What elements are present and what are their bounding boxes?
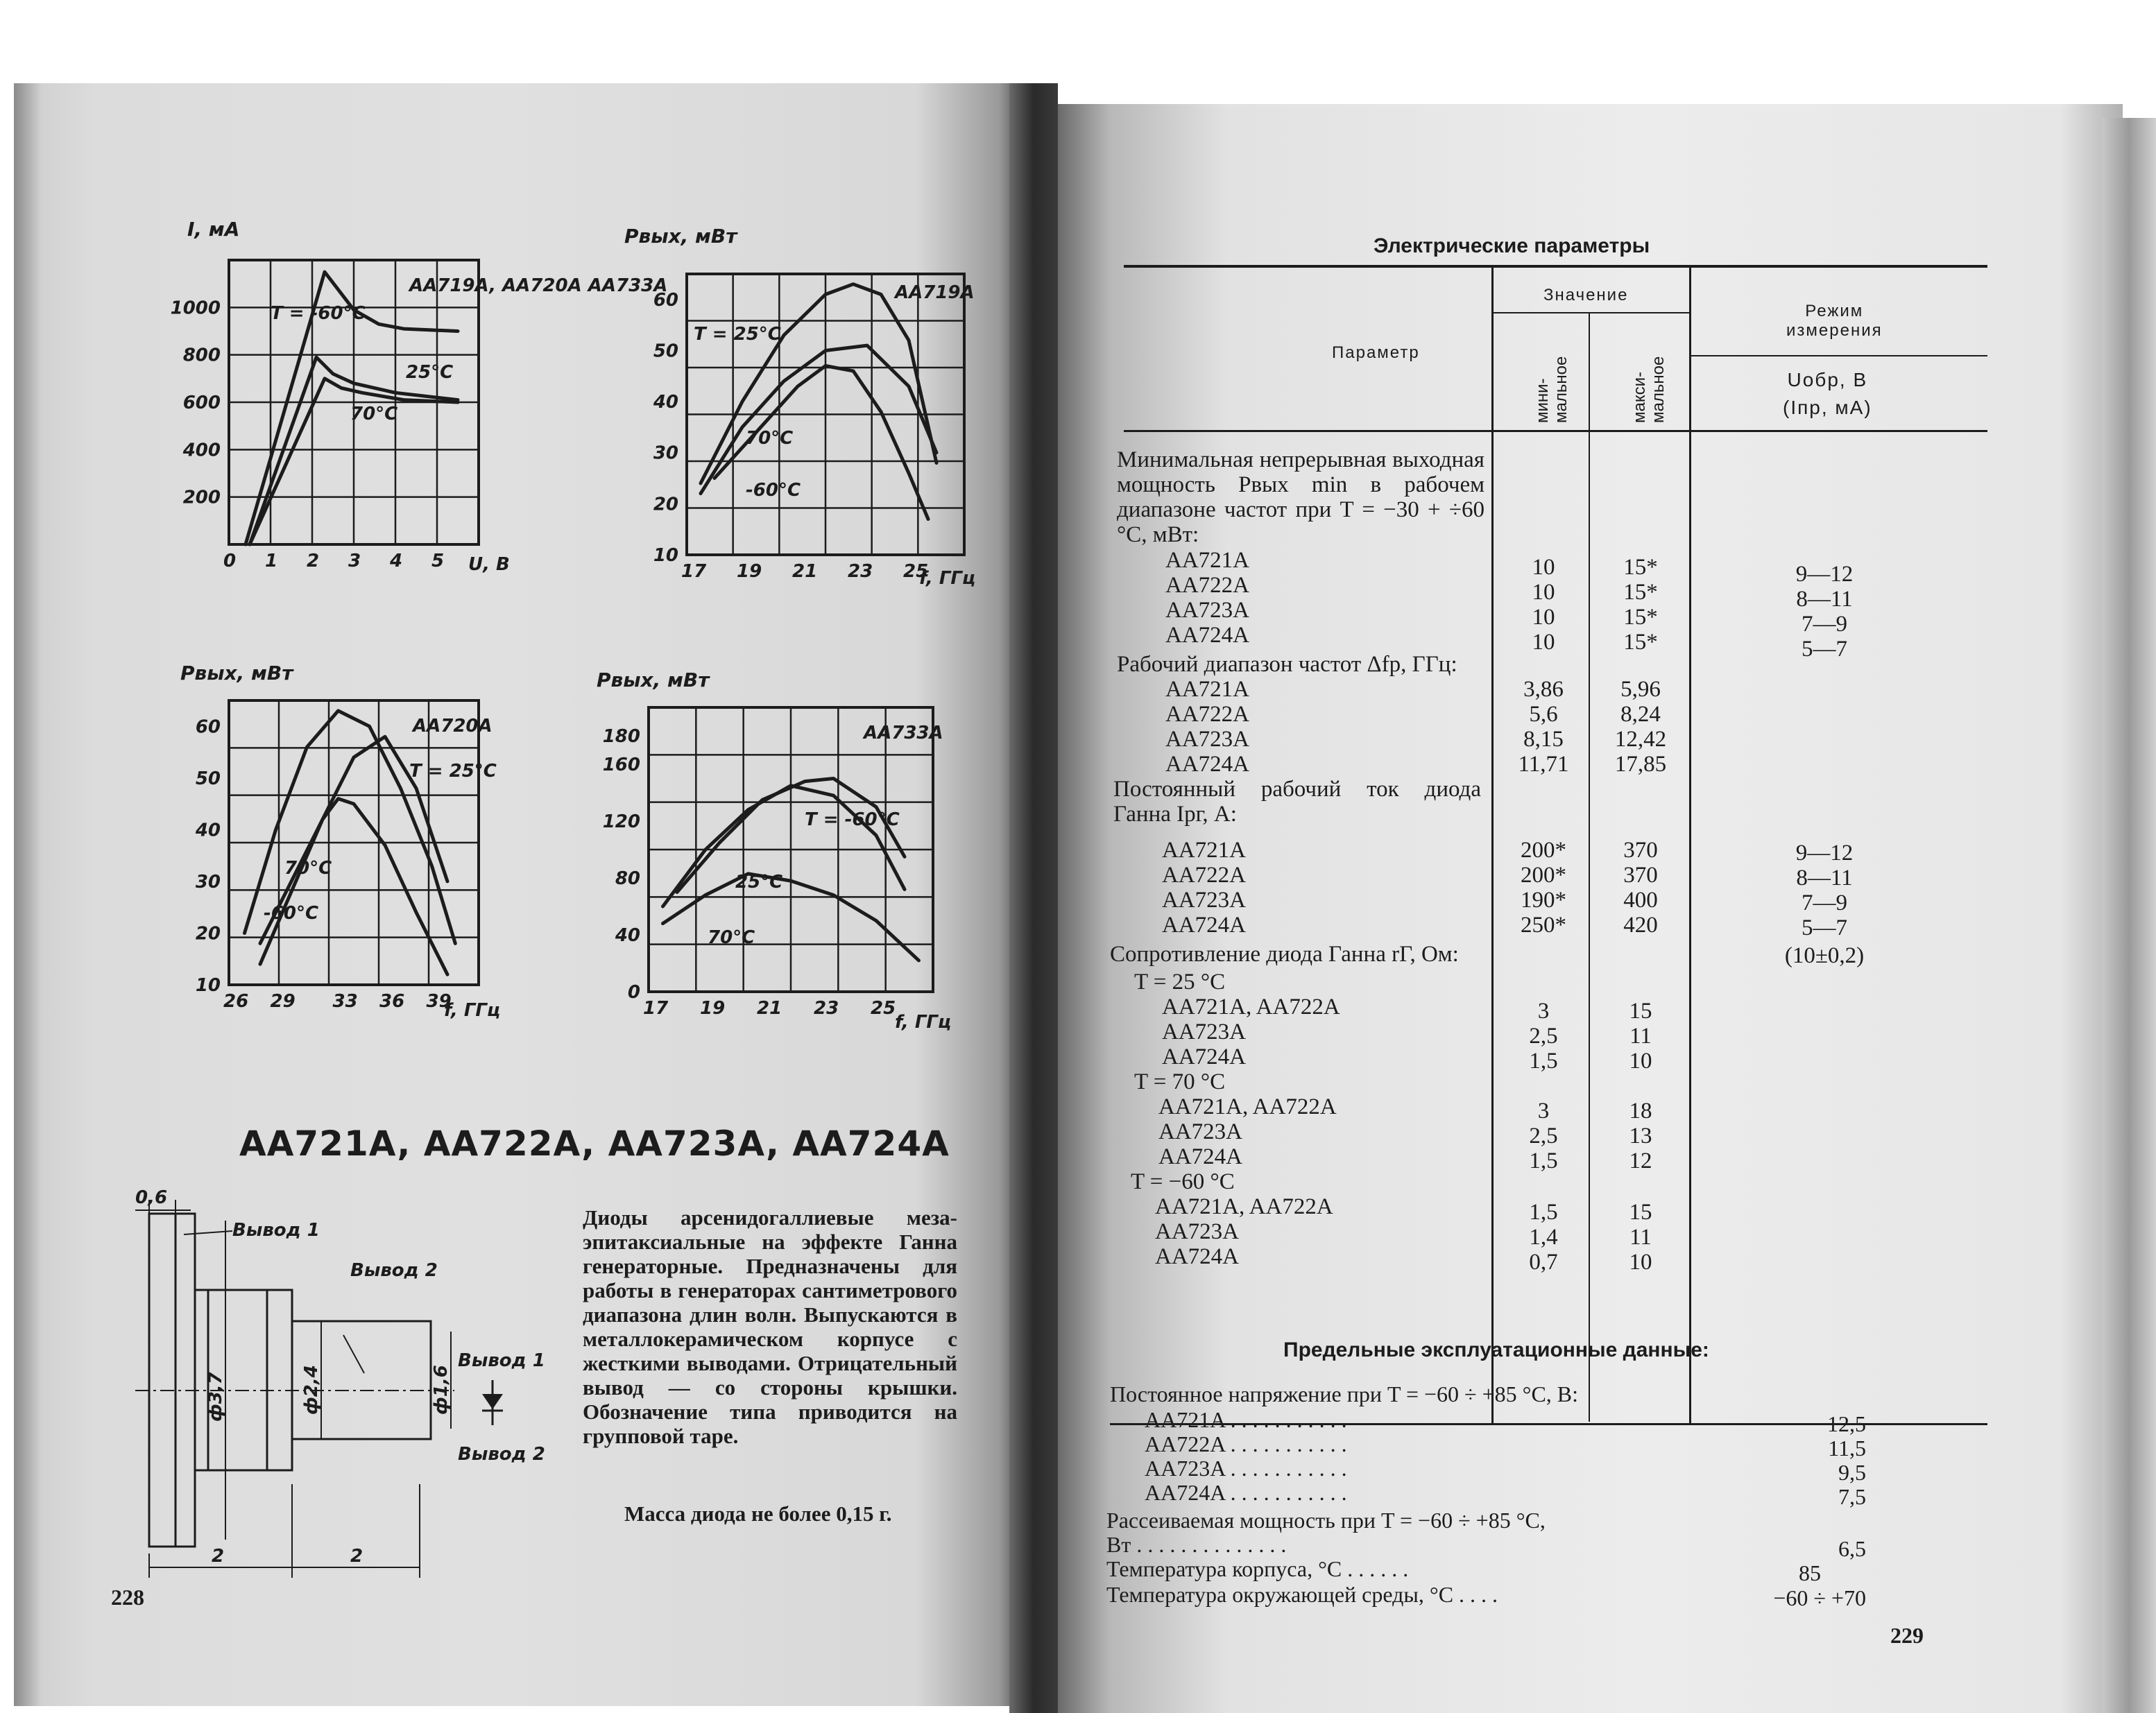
row-min: 250* — [1521, 913, 1566, 938]
row-mode: 8—11 — [1796, 866, 1853, 890]
y-tick-label: 180 — [602, 726, 640, 747]
x-axis-label: f, ГГц — [444, 1000, 501, 1021]
y-tick-label: 30 — [195, 871, 221, 893]
row-mode: 7—9 — [1802, 612, 1847, 637]
x-tick-label: 33 — [332, 991, 358, 1012]
series-title: AA721A, AA722A, AA723A, AA724A — [239, 1124, 950, 1164]
row-name: AA723A — [1165, 598, 1249, 623]
y-tick-label: 40 — [653, 392, 678, 413]
y-tick-label: 60 — [653, 289, 678, 311]
curve-annotation: T = -60°C — [805, 809, 900, 830]
row-max: 420 — [1623, 913, 1658, 938]
row-max: 400 — [1623, 888, 1658, 913]
row-min: 1,5 — [1529, 1049, 1558, 1074]
row-name: AA721A, AA722A — [1162, 995, 1340, 1019]
row-mode: 5—7 — [1802, 915, 1847, 940]
y-tick-label: 30 — [653, 442, 678, 464]
row-max: 8,24 — [1620, 702, 1661, 727]
x-axis-label: f, ГГц — [919, 568, 976, 589]
curve-annotation: T = 25°C — [694, 324, 781, 345]
limit-label: Температура корпуса, °C . . . . . . — [1106, 1556, 1409, 1581]
flange-inner — [176, 1214, 195, 1547]
x-tick-label: 23 — [848, 561, 873, 582]
limit-label: Температура окружающей среды, °C . . . . — [1106, 1582, 1498, 1607]
y-tick-label: 50 — [653, 341, 678, 362]
chart-title: AA719A — [895, 282, 975, 303]
limit-label: AA723A . . . . . . . . . . . — [1145, 1456, 1347, 1481]
row-min: 10 — [1532, 580, 1555, 605]
y-tick-label: 40 — [615, 925, 640, 946]
curve-annotation: 70°C — [708, 927, 755, 948]
header-min: мини- мальное — [1533, 356, 1571, 423]
header-mode-sub: Uобр, В (Iпр, мА) — [1783, 369, 1872, 418]
x-tick-label: 25 — [903, 561, 929, 582]
curve-annotation: 25°C — [735, 872, 783, 893]
header-mode: Режим измерения — [1786, 302, 1883, 340]
curve-annotation: T = 25°C — [409, 761, 497, 782]
dim-length-2: 2 — [350, 1546, 363, 1567]
x-tick-label: 25 — [871, 998, 896, 1019]
row-name: AA724A — [1165, 752, 1249, 777]
row-name: AA722A — [1165, 573, 1249, 598]
params-title: Электрические параметры — [1374, 234, 1650, 257]
limit-label: AA724A . . . . . . . . . . . — [1145, 1480, 1347, 1505]
x-tick-label: 2 — [307, 551, 320, 571]
curve-annotation: T = -60°C — [271, 303, 366, 324]
mass-text: Масса диода не более 0,15 г. — [624, 1501, 892, 1526]
condition-label: T = −60 °C — [1131, 1169, 1235, 1194]
y-tick-label: 20 — [653, 494, 678, 515]
row-mode: 9—12 — [1795, 562, 1854, 587]
flange-outline — [149, 1214, 176, 1547]
row-mode: (10±0,2) — [1784, 943, 1865, 968]
description-text: Диоды арсенидогаллиевые меза-эпитаксиальные на эффекте Ганна генераторные. Предназначены для работы в генераторах сантиметрового диапазона длин волн. Выпускаются в металлокерамическом корпусе с жесткими выводами. Отрицательный вывод — со стороны крышки. Обозначение типа приводится на групповой таре. — [583, 1205, 957, 1448]
symbol-lead-2-label: Вывод 2 — [458, 1444, 545, 1465]
row-name: AA722A — [1165, 702, 1249, 727]
x-tick-label: 5 — [431, 551, 445, 571]
row-max: 12 — [1629, 1148, 1652, 1173]
row-min: 5,6 — [1529, 702, 1558, 727]
row-max: 15 — [1629, 999, 1652, 1024]
row-mode: 8—11 — [1796, 587, 1853, 612]
y-tick-label: 1000 — [170, 298, 221, 319]
limit-label: Постоянное напряжение при T = −60 ÷ +85 °C, В: — [1110, 1381, 1579, 1406]
y-axis-label: Pвых, мВт — [597, 669, 710, 691]
lead-2-label: Вывод 2 — [350, 1260, 438, 1281]
row-min: 200* — [1521, 863, 1566, 888]
row-min: 2,5 — [1529, 1024, 1558, 1049]
row-name: AA724A — [1165, 623, 1249, 648]
curve-annotation: 70°C — [350, 404, 398, 424]
row-min: 2,5 — [1529, 1124, 1558, 1148]
row-max: 11 — [1629, 1024, 1652, 1049]
y-tick-label: 60 — [195, 716, 221, 738]
curve-annotation: 25°C — [406, 362, 454, 383]
x-tick-label: 1 — [265, 551, 278, 571]
chart-aa733a — [597, 666, 971, 1040]
limit-label: AA722A . . . . . . . . . . . — [1145, 1431, 1347, 1456]
y-tick-label: 200 — [182, 487, 221, 508]
limit-value: 85 — [1799, 1560, 1821, 1585]
row-mode: 9—12 — [1795, 841, 1854, 866]
y-tick-label: 400 — [182, 440, 221, 461]
dim-length-1: 2 — [212, 1546, 225, 1567]
x-tick-label: 21 — [792, 561, 818, 582]
x-tick-label: 29 — [270, 991, 296, 1012]
y-tick-label: 50 — [195, 768, 221, 789]
row-max: 15* — [1623, 605, 1658, 630]
row-min: 3,86 — [1523, 677, 1564, 702]
row-name: AA721A — [1162, 838, 1246, 863]
row-name: AA723A — [1162, 888, 1246, 913]
limit-label: Вт . . . . . . . . . . . . . . — [1106, 1532, 1287, 1557]
row-min: 0,7 — [1529, 1250, 1558, 1275]
y-tick-label: 20 — [195, 923, 221, 945]
section-title-resistance: Сопротивление диода Ганна rГ, Ом: — [1110, 942, 1459, 967]
y-tick-label: 0 — [627, 982, 640, 1003]
section-title-power: Минимальная непрерывная выходная мощность Pвых min в рабочем диапазоне частот при T = −30 + ÷60 °C, мВт: — [1117, 447, 1485, 547]
header-value: Значение — [1543, 286, 1629, 304]
chart-aa719a — [624, 222, 992, 596]
row-name: AA724A — [1155, 1244, 1239, 1269]
lead-1-label: Вывод 1 — [232, 1220, 320, 1241]
limit-value: 6,5 — [1838, 1536, 1866, 1561]
row-min: 10 — [1532, 605, 1555, 630]
y-tick-label: 80 — [615, 868, 640, 889]
section-title-freq: Рабочий диапазон частот Δfр, ГГц: — [1117, 652, 1457, 677]
dim-flange-thickness: 0,6 — [135, 1187, 168, 1208]
chart-aa720a — [173, 659, 534, 1033]
row-min: 8,15 — [1523, 727, 1564, 752]
plot-grid — [687, 274, 964, 555]
row-max: 370 — [1623, 863, 1658, 888]
row-max: 370 — [1623, 838, 1658, 863]
condition-label: T = 70 °C — [1134, 1069, 1226, 1094]
limit-value: 7,5 — [1838, 1484, 1866, 1509]
row-name: AA721A — [1165, 548, 1249, 573]
x-tick-label: 19 — [700, 998, 726, 1019]
chart-title: AA719A, AA720A AA733A — [409, 275, 668, 296]
curve-annotation: 70°C — [746, 428, 794, 449]
row-min: 1,5 — [1529, 1200, 1558, 1225]
x-tick-label: 4 — [390, 551, 403, 571]
limit-label: AA721A . . . . . . . . . . . — [1145, 1407, 1347, 1432]
curve-annotation: 70°C — [284, 858, 332, 879]
x-tick-label: 17 — [643, 998, 669, 1019]
row-max: 11 — [1629, 1225, 1652, 1250]
limit-value: 9,5 — [1838, 1460, 1866, 1485]
row-name: AA723A — [1165, 727, 1249, 752]
row-max: 10 — [1629, 1250, 1652, 1275]
row-name: AA724A — [1158, 1144, 1242, 1169]
plot-grid — [649, 707, 933, 992]
y-tick-label: 10 — [653, 545, 678, 566]
limits-title: Предельные эксплуатационные данные: — [1283, 1338, 1709, 1361]
row-min: 1,5 — [1529, 1148, 1558, 1173]
y-tick-label: 600 — [182, 393, 221, 413]
y-tick-label: 120 — [602, 811, 640, 832]
row-mode: 5—7 — [1802, 637, 1847, 662]
condition-label: T = 25 °C — [1134, 970, 1226, 995]
x-axis-label: f, ГГц — [895, 1012, 952, 1033]
right-page-content — [1020, 104, 2123, 1713]
row-name: AA721A, AA722A — [1155, 1194, 1333, 1219]
row-min: 190* — [1521, 888, 1566, 913]
plot-grid — [229, 700, 479, 985]
row-name: AA724A — [1162, 913, 1246, 938]
package-drawing — [135, 1187, 565, 1581]
limit-value: 11,5 — [1828, 1436, 1866, 1461]
dim-dia-3-7: ф3,7 — [205, 1372, 226, 1422]
y-tick-label: 40 — [195, 820, 221, 841]
row-name: AA721A, AA722A — [1158, 1094, 1337, 1119]
row-name: AA723A — [1155, 1219, 1239, 1244]
x-tick-label: 17 — [681, 561, 707, 582]
y-axis-label: Pвых, мВт — [180, 662, 293, 685]
x-tick-label: 39 — [426, 991, 452, 1012]
x-axis-label: U, В — [468, 554, 510, 575]
row-max: 5,96 — [1620, 677, 1661, 702]
row-max: 15* — [1623, 555, 1658, 580]
x-tick-label: 3 — [348, 551, 361, 571]
row-min: 3 — [1537, 999, 1550, 1024]
row-mode: 7—9 — [1802, 890, 1847, 915]
header-param: Параметр — [1332, 343, 1420, 362]
curve-annotation: -60°C — [746, 480, 801, 501]
curve-annotation: -60°C — [264, 903, 319, 924]
section-title-current: Постоянный рабочий ток диода Ганна Iрг, А: — [1113, 777, 1481, 827]
y-tick-label: 160 — [602, 755, 640, 775]
row-min: 10 — [1532, 630, 1555, 655]
row-min: 3 — [1537, 1099, 1550, 1124]
row-name: AA723A — [1158, 1119, 1242, 1144]
row-min: 1,4 — [1529, 1225, 1558, 1250]
x-tick-label: 26 — [223, 991, 249, 1012]
x-tick-label: 23 — [814, 998, 839, 1019]
y-tick-label: 10 — [195, 975, 221, 996]
symbol-lead-1-label: Вывод 1 — [458, 1350, 545, 1371]
dim-dia-1-6: ф1,6 — [431, 1365, 452, 1415]
row-min: 200* — [1521, 838, 1566, 863]
y-axis-label: I, мА — [187, 218, 240, 241]
dim-dia-2-4: ф2,4 — [301, 1365, 322, 1415]
page-number-left: 228 — [111, 1585, 144, 1610]
limit-value: 12,5 — [1827, 1411, 1866, 1436]
chart-title: AA733A — [864, 723, 943, 743]
limit-label: Рассеиваемая мощность при T = −60 ÷ +85 °C, — [1106, 1508, 1546, 1533]
row-min: 11,71 — [1518, 752, 1569, 777]
row-max: 15* — [1623, 630, 1658, 655]
x-tick-label: 0 — [223, 551, 237, 571]
row-max: 15* — [1623, 580, 1658, 605]
row-max: 13 — [1629, 1124, 1652, 1148]
row-max: 15 — [1629, 1200, 1652, 1225]
row-max: 18 — [1629, 1099, 1652, 1124]
row-name: AA724A — [1162, 1044, 1246, 1069]
x-tick-label: 21 — [757, 998, 782, 1019]
x-tick-label: 36 — [379, 991, 405, 1012]
row-max: 17,85 — [1614, 752, 1667, 777]
row-min: 10 — [1532, 555, 1555, 580]
row-name: AA723A — [1162, 1019, 1246, 1044]
x-tick-label: 19 — [737, 561, 762, 582]
row-max: 12,42 — [1614, 727, 1667, 752]
row-name: AA721A — [1165, 677, 1249, 702]
row-max: 10 — [1629, 1049, 1652, 1074]
limit-value: −60 ÷ +70 — [1773, 1585, 1866, 1610]
row-name: AA722A — [1162, 863, 1246, 888]
y-tick-label: 800 — [182, 345, 221, 366]
y-axis-label: Pвых, мВт — [624, 225, 737, 248]
chart-title: AA720A — [413, 716, 493, 737]
header-max: макси- мальное — [1630, 356, 1668, 423]
page-number-right: 229 — [1890, 1623, 1924, 1648]
